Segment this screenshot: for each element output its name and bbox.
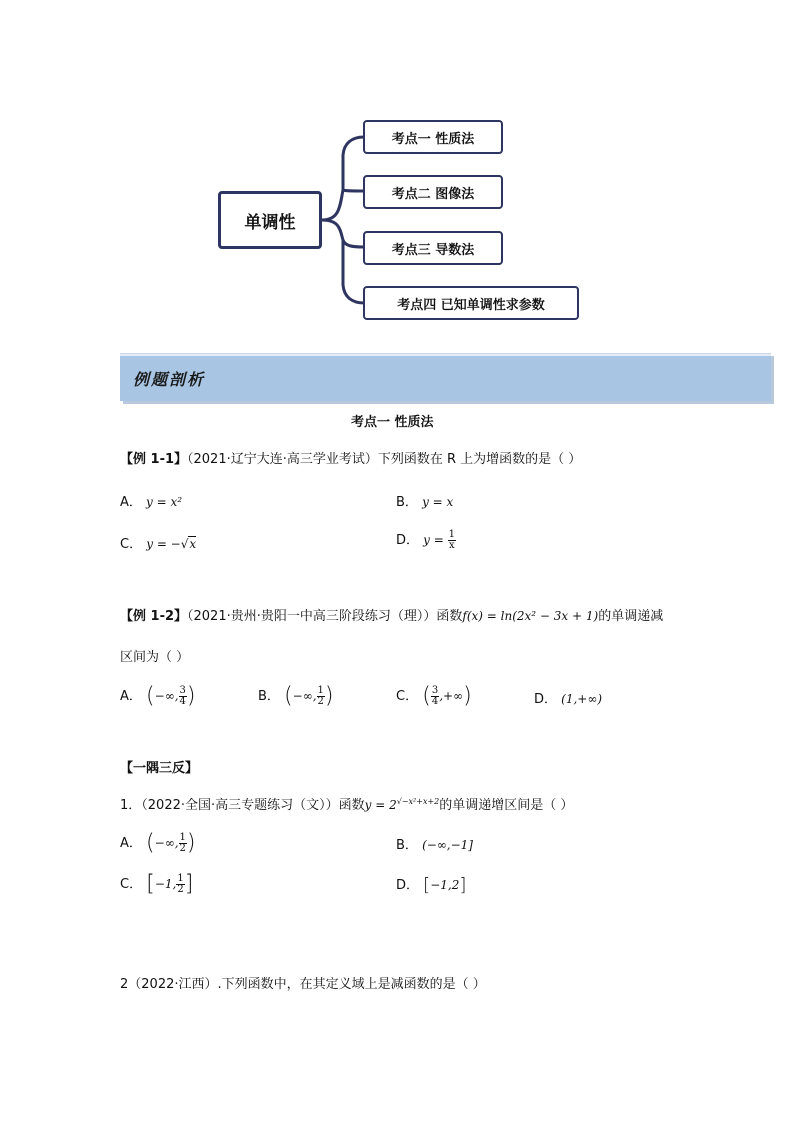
option-formula: y = $\frac{1}{x}$ (423, 529, 455, 551)
mindmap-branch-1: 考点一 性质法 (363, 120, 503, 154)
mindmap-root: 单调性 (218, 191, 322, 249)
option-label: C． (120, 537, 143, 552)
example-1-2-stem (120, 607, 663, 626)
section-banner (120, 353, 771, 401)
option-formula: y = x (422, 495, 454, 509)
option-c (120, 535, 196, 554)
option-formula: y = x² (146, 495, 183, 509)
option-b (396, 493, 453, 512)
option-b (258, 683, 334, 709)
option-d (396, 876, 466, 895)
option-label: C． (120, 877, 143, 892)
option-label: C． (396, 689, 419, 704)
example-source: （2021·贵州·贵阳一中高三阶段练习（理））函数 (187, 609, 463, 624)
example-source: （2021·辽宁大连·高三学业考试）下列函数在 R 上为增函数的是（ ） (187, 452, 582, 467)
option-formula: (−∞, $\frac{3}{4}$ ) (146, 683, 196, 709)
option-formula: (−∞, $\frac{1}{2}$ ) (146, 830, 196, 856)
practice-heading: 【一隅三反】 (120, 761, 199, 776)
option-label: D． (534, 692, 558, 707)
option-c (396, 683, 472, 709)
example-tail: 的单调递减 (598, 609, 664, 624)
option-formula: (−∞,−1] (422, 838, 473, 852)
option-a (120, 830, 196, 856)
option-label: A． (120, 836, 142, 851)
option-formula: [−1,2] (423, 874, 467, 896)
option-d (534, 690, 602, 709)
mindmap-branch-2: 考点二 图像法 (363, 175, 503, 209)
question-text: 1．（2022·全国·高三专题练习（文））函数 (120, 798, 365, 813)
option-a (120, 683, 196, 709)
question-text-tail: 的单调递增区间是（ ） (439, 798, 574, 813)
option-a (120, 493, 182, 512)
example-tag: 【例 1-2】 (120, 609, 188, 624)
example-1-2-line2: 区间为（ ） (120, 650, 190, 665)
option-formula: ( $\frac{3}{4}$ ,+∞) (422, 683, 472, 709)
question-1-stem (120, 793, 573, 815)
option-formula: (1,+∞) (561, 692, 603, 706)
option-label: B． (258, 689, 280, 704)
mindmap-branch-3: 考点三 导数法 (363, 231, 503, 265)
option-c (120, 871, 194, 897)
option-label: B． (396, 495, 418, 510)
mindmap-branch-4: 考点四 已知单调性求参数 (363, 286, 579, 320)
function-formula: f(x) = ln(2x² − 3x + 1) (462, 609, 599, 623)
option-label: D． (396, 878, 420, 893)
topic-heading: 考点一 性质法 (351, 415, 434, 430)
option-b (396, 836, 473, 855)
option-d (396, 530, 456, 551)
question-2-stem: 2（2022·江西）.下列函数中，在其定义域上是减函数的是（ ） (120, 977, 486, 992)
option-formula: y = −√x (146, 537, 197, 551)
option-label: B． (396, 838, 418, 853)
example-tag: 【例 1-1】 (120, 452, 188, 467)
example-1-1-stem (120, 451, 581, 469)
section-title: 例题剖析 (133, 370, 206, 389)
option-label: A． (120, 689, 142, 704)
function-formula: $y = 2^{√-x^2+x+2}$ (364, 797, 440, 812)
option-formula: (−∞, $\frac{1}{2}$ ) (284, 683, 334, 709)
option-label: A． (120, 495, 142, 510)
option-formula: [−1, $\frac{1}{2}$ ] (146, 871, 194, 897)
option-label: D． (396, 533, 420, 548)
